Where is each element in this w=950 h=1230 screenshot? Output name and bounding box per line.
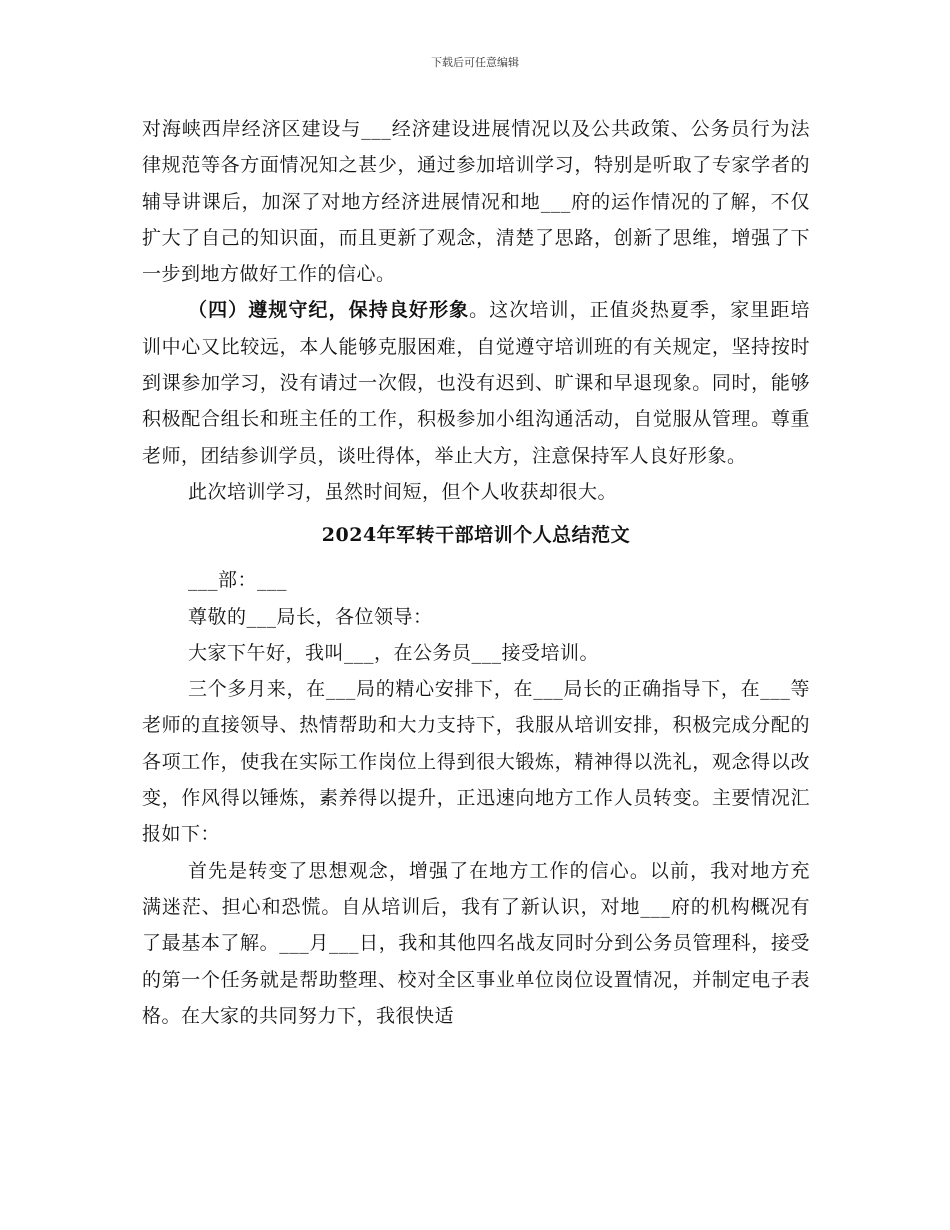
paragraph-2-text: 。这次培训，正值炎热夏季，家里距培训中心又比较远，本人能够克服困难，自觉遵守培训班的有关规定，坚持按时到课参加学习，没有请过一次假，也没有迟到、旷课和早退现象。同时，能够积极配合组长和班主任的工作，积极参加小组沟通活动，自觉服从管理。尊重老师，团结参训学员，谈吐得体，举止大方，注意保持军人良好形象。 xyxy=(142,299,810,467)
paragraph-first-point: 首先是转变了思想观念，增强了在地方工作的信心。以前，我对地方充满迷茫、担心和恐慌。自从培训后，我有了新认识，对地___府的机构概况有了最基本了解。___月___日，我和其他四名战友同时分到公务员管理科，接受的第一个任务就是帮助整理、校对全区事业单位岗位设置情况，并制定电子表格。在大家的共同努力下，我很快适 xyxy=(142,859,810,1027)
self-introduction: 大家下午好，我叫___，在公务员___接受培训。 xyxy=(188,641,600,664)
paragraph-1 xyxy=(142,111,810,292)
paragraph-3-text: 此次培训学习，虽然时间短，但个人收获却很大。 xyxy=(188,480,618,503)
document-title: 2024年军转干部培训个人总结范文 xyxy=(321,524,631,547)
section-heading-4: （四）遵规守纪，保持良好形象 xyxy=(188,299,470,322)
page-header: 下载后可任意编辑 xyxy=(431,56,519,69)
paragraph-2 xyxy=(142,292,810,473)
document-body xyxy=(142,111,810,1034)
salutation-greeting: 尊敬的___局长，各位领导： xyxy=(188,605,433,628)
salutation-department: ___部：___ xyxy=(188,569,288,592)
paragraph-overview: 三个多月来，在___局的精心安排下，在___局长的正确指导下，在___等老师的直接领导、热情帮助和大力支持下，我服从培训安排，积极完成分配的各项工作，使我在实际工作岗位上得到很大锻炼，精神得以洗礼，观念得以改变，作风得以锤炼，素养得以提升，正迅速向地方工作人员转变。主要情况汇报如下： xyxy=(142,678,810,846)
paragraph-3 xyxy=(142,474,810,510)
paragraph-1-text: 对海峡西岸经济区建设与___经济建设进展情况以及公共政策、公务员行为法律规范等各方面情况知之甚少，通过参加培训学习，特别是听取了专家学者的辅导讲课后，加深了对地方经济进展情况和地___府的运作情况的了解，不仅扩大了自己的知识面，而且更新了观念，清楚了思路，创新了思维，增强了下一步到地方做好工作的信心。 xyxy=(142,118,810,286)
